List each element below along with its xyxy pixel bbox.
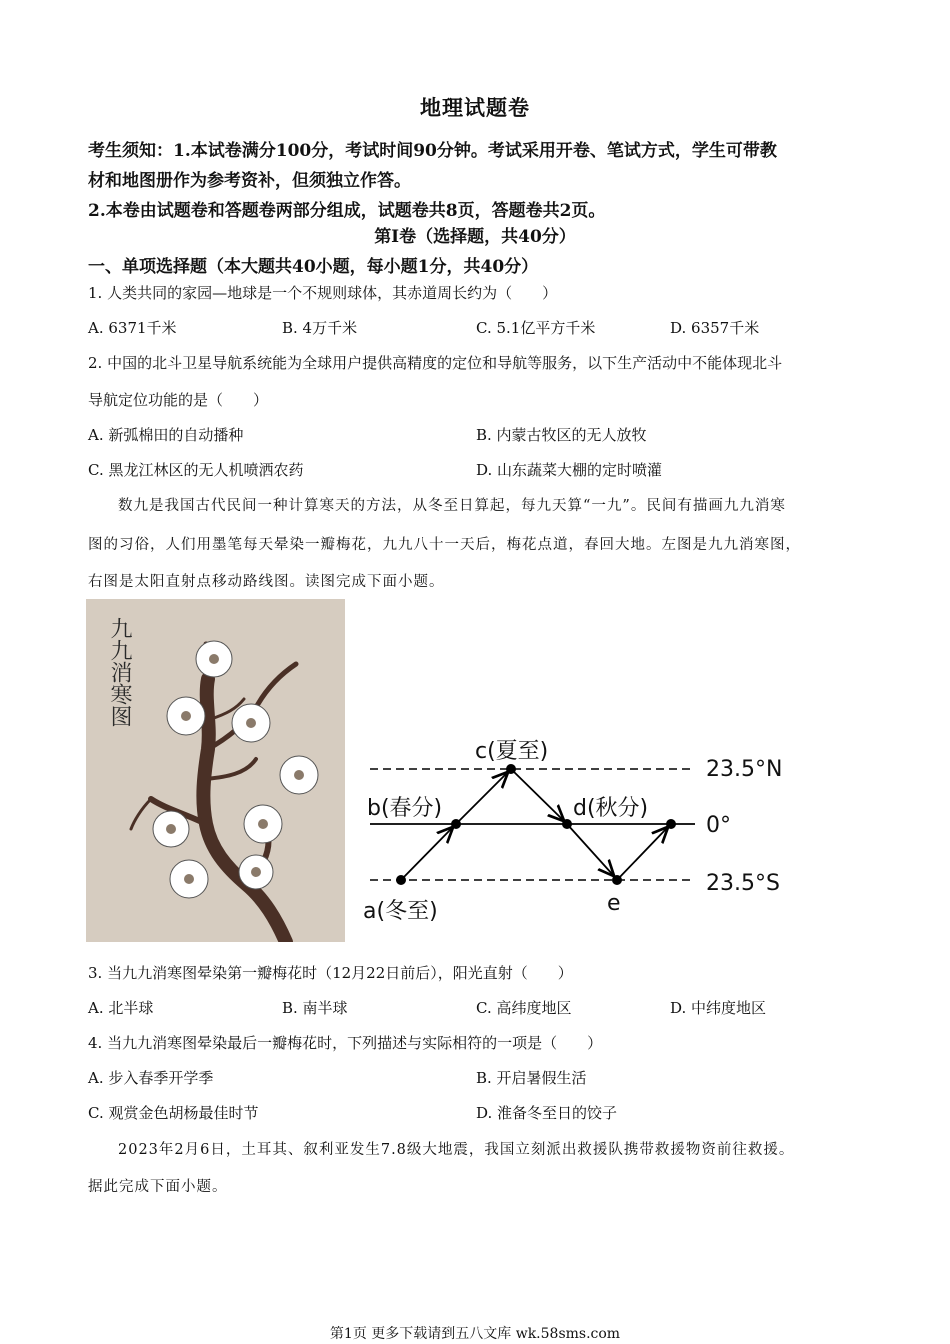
- q4-stem: 4. 当九九消寒图晕染最后一瓣梅花时，下列描述与实际相符的一项是（ ）: [88, 1034, 603, 1052]
- q2-option-b[interactable]: B. 内蒙古牧区的无人放牧: [476, 426, 647, 444]
- q2-stem-2: 导航定位功能的是（ ）: [88, 391, 269, 409]
- notice-line-1: 考生须知：1.本试卷满分100分，考试时间90分钟。考试采用开卷、笔试方式，学生可带教: [88, 141, 777, 161]
- label-lat-south: 23.5°S: [706, 871, 780, 896]
- intro-1-line-3: 右图是太阳直射点移动路线图。读图完成下面小题。: [88, 574, 445, 590]
- q1-stem: 1. 人类共同的家园—地球是一个不规则球体，其赤道周长约为（ ）: [88, 284, 558, 302]
- label-lat-equator: 0°: [706, 813, 731, 838]
- intro-1-line-1: 数九是我国古代民间一种计算寒天的方法，从冬至日算起，每九天算“一九”。民间有描画九九消寒: [118, 498, 786, 514]
- page-title: 地理试题卷: [420, 95, 530, 120]
- point-b: [451, 819, 461, 829]
- notice-line-3: 2.本卷由试题卷和答题卷两部分组成，试题卷共8页，答题卷共2页。: [88, 201, 606, 221]
- label-c: c(夏至): [475, 739, 549, 764]
- label-d: d(秋分): [573, 796, 649, 821]
- part-title: 一、单项选择题（本大题共40小题，每小题1分，共40分）: [88, 257, 539, 277]
- point-c: [506, 764, 516, 774]
- label-lat-north: 23.5°N: [706, 757, 783, 782]
- point-d: [562, 819, 572, 829]
- q2-option-c[interactable]: C. 黑龙江林区的无人机喷洒农药: [88, 461, 304, 479]
- q1-option-b[interactable]: B. 4万千米: [282, 319, 358, 337]
- q3-stem: 3. 当九九消寒图晕染第一瓣梅花时（12月22日前后），阳光直射（ ）: [88, 964, 573, 982]
- q4-option-b[interactable]: B. 开启暑假生活: [476, 1069, 587, 1087]
- q2-option-a[interactable]: A. 新弧棉田的自动播种: [88, 426, 244, 444]
- page-footer: 第1页 更多下载请到五八文库 wk.58sms.com: [329, 1326, 621, 1342]
- q4-option-c[interactable]: C. 观赏金色胡杨最佳时节: [88, 1104, 259, 1122]
- q3-option-d[interactable]: D. 中纬度地区: [670, 999, 767, 1017]
- q4-option-a[interactable]: A. 步入春季开学季: [88, 1069, 214, 1087]
- sun-path-diagram: [355, 728, 805, 928]
- label-a: a(冬至): [363, 899, 438, 924]
- notice-line-2: 材和地图册作为参考资补，但须独立作答。: [88, 171, 411, 191]
- q4-option-d[interactable]: D. 淮备冬至日的饺子: [476, 1104, 618, 1122]
- q1-option-a[interactable]: A. 6371千米: [88, 319, 177, 337]
- label-e: e: [607, 891, 621, 916]
- q1-option-c[interactable]: C. 5.1亿平方千米: [476, 319, 596, 337]
- intro-2-line-2: 据此完成下面小题。: [88, 1179, 228, 1195]
- plum-blossom-picture: [86, 599, 345, 942]
- point-end: [666, 819, 676, 829]
- section-title: 第Ⅰ卷（选择题，共40分）: [374, 227, 576, 247]
- q3-option-a[interactable]: A. 北半球: [88, 999, 154, 1017]
- q2-option-d[interactable]: D. 山东蔬菜大棚的定时喷灌: [476, 461, 663, 479]
- point-e: [612, 875, 622, 885]
- q3-option-c[interactable]: C. 高纬度地区: [476, 999, 572, 1017]
- q3-option-b[interactable]: B. 南半球: [282, 999, 348, 1017]
- intro-2-line-1: 2023年2月6日，土耳其、叙利亚发生7.8级大地震，我国立刻派出救援队携带救援物资前往救援。: [118, 1142, 795, 1158]
- label-b: b(春分): [367, 796, 443, 821]
- q1-option-d[interactable]: D. 6357千米: [670, 319, 760, 337]
- q2-stem-1: 2. 中国的北斗卫星导航系统能为全球用户提供高精度的定位和导航等服务，以下生产活动中不能体现北斗: [88, 354, 783, 372]
- intro-1-line-2: 图的习俗，人们用墨笔每天晕染一瓣梅花，九九八十一天后，梅花点道，春回大地。左图是九九消寒图，: [88, 537, 801, 553]
- plum-picture-label: 九九消寒图: [107, 617, 132, 727]
- point-a: [396, 875, 406, 885]
